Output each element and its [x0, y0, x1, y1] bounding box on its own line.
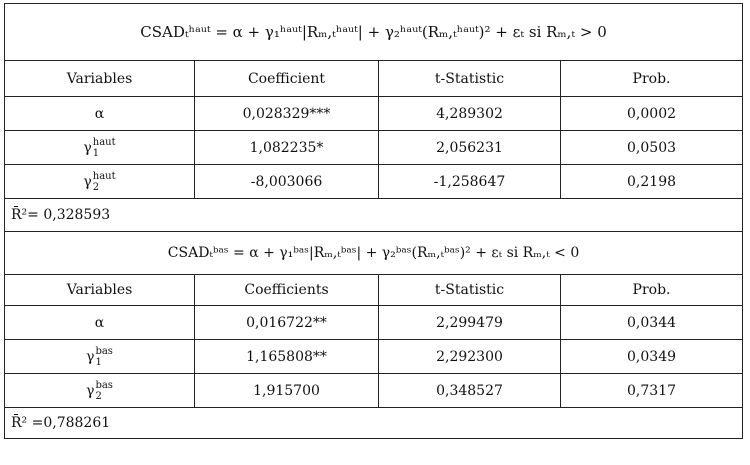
header-coefficient: Coefficient [195, 61, 379, 97]
regression-table [4, 3, 743, 439]
variable-gamma1-haut: γ haut 1 [5, 131, 195, 165]
variable-alpha: α [5, 306, 195, 340]
t-statistic-cell: 2,056231 [379, 131, 561, 165]
variable-gamma1-bas: γ bas 1 [5, 340, 195, 374]
header-variables: Variables [5, 61, 195, 97]
coefficient-cell: 1,915700 [195, 374, 379, 408]
prob-cell: 0,0002 [561, 97, 743, 131]
header-t-statistic: t-Statistic [379, 275, 561, 306]
t-statistic-cell: 2,292300 [379, 340, 561, 374]
prob-cell: 0,0344 [561, 306, 743, 340]
t-statistic-cell: 4,289302 [379, 97, 561, 131]
variable-alpha: α [5, 97, 195, 131]
header-prob: Prob. [561, 61, 743, 97]
r-squared-bas: R̄² =0,788261 [5, 408, 743, 439]
coefficient-cell: 1,082235* [195, 131, 379, 165]
prob-cell: 0,2198 [561, 165, 743, 199]
coefficient-cell: 0,028329*** [195, 97, 379, 131]
header-t-statistic: t-Statistic [379, 61, 561, 97]
r-squared-haut: R̄²= 0,328593 [5, 199, 743, 232]
equation-haut: CSADₜʰᵃᵘᵗ = α + γ₁ʰᵃᵘᵗ|Rₘ,ₜʰᵃᵘᵗ| + γ₂ʰᵃᵘᵗ(Rₘ,ₜʰᵃᵘᵗ)² + εₜ si Rₘ,ₜ > 0 [5, 4, 743, 61]
prob-cell: 0,0349 [561, 340, 743, 374]
header-prob: Prob. [561, 275, 743, 306]
prob-cell: 0,0503 [561, 131, 743, 165]
t-statistic-cell: 2,299479 [379, 306, 561, 340]
header-variables: Variables [5, 275, 195, 306]
t-statistic-cell: 0,348527 [379, 374, 561, 408]
coefficient-cell: 0,016722** [195, 306, 379, 340]
equation-bas: CSADₜᵇᵃˢ = α + γ₁ᵇᵃˢ|Rₘ,ₜᵇᵃˢ| + γ₂ᵇᵃˢ(Rₘ,ₜᵇᵃˢ)² + εₜ si Rₘ,ₜ < 0 [5, 232, 743, 275]
t-statistic-cell: -1,258647 [379, 165, 561, 199]
variable-gamma2-haut: γ haut 2 [5, 165, 195, 199]
header-coefficients: Coefficients [195, 275, 379, 306]
coefficient-cell: 1,165808** [195, 340, 379, 374]
variable-gamma2-bas: γ bas 2 [5, 374, 195, 408]
coefficient-cell: -8,003066 [195, 165, 379, 199]
prob-cell: 0,7317 [561, 374, 743, 408]
